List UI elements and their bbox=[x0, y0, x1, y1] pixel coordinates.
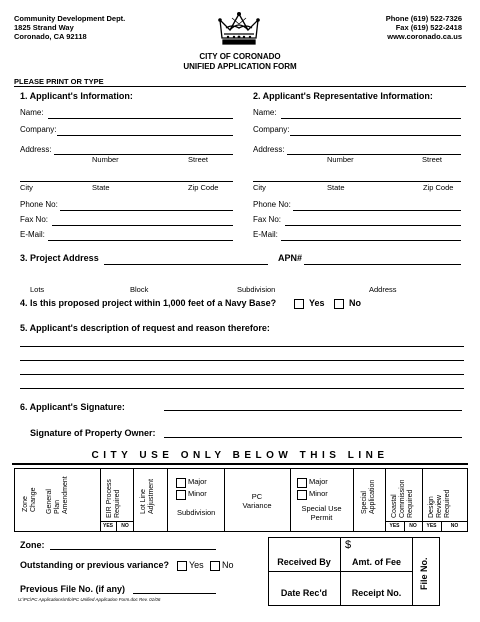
applicant-city-caption: City bbox=[20, 183, 33, 192]
rep-state-caption: State bbox=[327, 183, 345, 192]
applicant-signature-field[interactable] bbox=[164, 410, 462, 411]
navy-question: 4. Is this proposed project within 1,000 feet of a Navy Base? bbox=[20, 298, 277, 308]
navy-yes-checkbox[interactable] bbox=[294, 299, 304, 309]
rep-heading: 2. Applicant's Representative Information: bbox=[253, 91, 433, 101]
rep-city-caption: City bbox=[253, 183, 266, 192]
owner-signature-label: Signature of Property Owner: bbox=[30, 428, 156, 438]
zone-label: Zone: bbox=[20, 540, 45, 550]
dept-name: Community Development Dept. bbox=[14, 14, 126, 23]
special-use-minor-checkbox[interactable] bbox=[297, 490, 307, 500]
project-block-caption: Block bbox=[130, 285, 149, 294]
variance-no-checkbox[interactable] bbox=[210, 561, 220, 571]
rep-company-field[interactable] bbox=[290, 135, 461, 136]
date-recd-label: Date Rec'd bbox=[280, 588, 328, 598]
dept-address bbox=[14, 14, 125, 41]
dollar-sign: $ bbox=[345, 539, 352, 551]
city-use-divider bbox=[12, 463, 468, 465]
applicant-street-caption: Street bbox=[188, 155, 209, 164]
dept-fax: Fax (619) 522-2418 bbox=[395, 23, 462, 32]
special-use-minor-label: Minor bbox=[309, 489, 328, 498]
applicant-company-label: Company: bbox=[20, 125, 57, 134]
variance-no-label: No bbox=[222, 560, 234, 570]
prev-file-field[interactable] bbox=[133, 593, 216, 594]
form-title bbox=[0, 52, 480, 72]
dept-contact bbox=[386, 14, 462, 41]
navy-no-checkbox[interactable] bbox=[334, 299, 344, 309]
special-use-major-checkbox[interactable] bbox=[297, 478, 307, 488]
dept-phone: Phone (619) 522-7326 bbox=[385, 14, 462, 23]
design-yes-cell[interactable]: YES bbox=[426, 523, 437, 529]
applicant-heading: 1. Applicant's Information: bbox=[20, 91, 133, 101]
print-note: PLEASE PRINT OR TYPE bbox=[14, 77, 104, 86]
project-address-field[interactable] bbox=[104, 264, 268, 265]
rep-city-field[interactable] bbox=[253, 181, 461, 182]
dept-website[interactable]: www.coronado.ca.us bbox=[387, 32, 462, 41]
design-no-cell[interactable]: NO bbox=[450, 523, 459, 529]
project-lots-caption: Lots bbox=[30, 285, 45, 294]
subdivision-minor-checkbox[interactable] bbox=[176, 490, 186, 500]
navy-yes-label: Yes bbox=[309, 298, 325, 308]
apn-label: APN# bbox=[278, 253, 303, 263]
apn-field[interactable] bbox=[304, 264, 461, 265]
col-special-app: Special Application bbox=[361, 479, 376, 514]
rep-zip-caption: Zip Code bbox=[423, 183, 454, 192]
special-use-major-label: Major bbox=[309, 477, 328, 486]
signature-heading: 6. Applicant's Signature: bbox=[20, 402, 125, 412]
rep-name-field[interactable] bbox=[281, 118, 461, 119]
col-coastal: Coastal Commission Required bbox=[391, 479, 414, 518]
col-design: Design Review Required bbox=[428, 489, 451, 518]
description-line[interactable] bbox=[20, 346, 464, 347]
applicant-company-field[interactable] bbox=[57, 135, 233, 136]
subdivision-major-checkbox[interactable] bbox=[176, 478, 186, 488]
project-subdivision-caption: Subdivision bbox=[237, 285, 276, 294]
applicant-name-field[interactable] bbox=[48, 118, 233, 119]
variance-yes-checkbox[interactable] bbox=[177, 561, 187, 571]
project-heading: 3. Project Address bbox=[20, 253, 99, 263]
rep-email-label: E-Mail: bbox=[253, 230, 278, 239]
applicant-number-caption: Number bbox=[92, 155, 119, 164]
coastal-yes-cell[interactable]: YES bbox=[389, 523, 400, 529]
rep-company-label: Company: bbox=[253, 125, 290, 134]
rep-phone-field[interactable] bbox=[293, 210, 461, 211]
applicant-phone-field[interactable] bbox=[60, 210, 233, 211]
outstanding-label: Outstanding or previous variance? bbox=[20, 560, 170, 570]
applicant-address-label: Address: bbox=[20, 145, 52, 154]
rep-address-label: Address: bbox=[253, 145, 285, 154]
crown-logo bbox=[218, 10, 260, 46]
amt-fee-label: Amt. of Fee bbox=[351, 557, 401, 567]
applicant-fax-field[interactable] bbox=[52, 225, 233, 226]
city-use-banner: CITY USE ONLY BELOW THIS LINE bbox=[91, 450, 389, 461]
applicant-email-field[interactable] bbox=[48, 240, 233, 241]
rep-fax-label: Fax No: bbox=[253, 215, 282, 224]
col-subdivision: Subdivision bbox=[177, 508, 216, 517]
description-line[interactable] bbox=[20, 374, 464, 375]
coastal-no-cell[interactable]: NO bbox=[409, 523, 417, 529]
applicant-zip-caption: Zip Code bbox=[188, 183, 219, 192]
prev-file-label: Previous File No. (if any) bbox=[20, 584, 126, 594]
col-pc-variance: PC Variance bbox=[242, 492, 272, 510]
col-lot-line: Lot Line Adjustment bbox=[140, 478, 155, 514]
dept-street: 1825 Strand Way bbox=[14, 23, 74, 32]
receipt-no-label: Receipt No. bbox=[351, 588, 402, 598]
rep-name-label: Name: bbox=[253, 108, 277, 117]
subdivision-major-label: Major bbox=[188, 477, 207, 486]
rep-fax-field[interactable] bbox=[285, 225, 461, 226]
applicant-state-caption: State bbox=[92, 183, 110, 192]
description-line[interactable] bbox=[20, 360, 464, 361]
col-zone-change: Zone Change bbox=[22, 487, 37, 512]
rep-email-field[interactable] bbox=[281, 240, 461, 241]
col-gpa: General Plan Amendment bbox=[46, 476, 69, 514]
navy-no-label: No bbox=[349, 298, 361, 308]
eir-yes-cell[interactable]: YES bbox=[102, 523, 113, 529]
applicant-phone-label: Phone No: bbox=[20, 200, 58, 209]
owner-signature-field[interactable] bbox=[164, 437, 462, 438]
applicant-city-field[interactable] bbox=[20, 181, 233, 182]
project-address-caption: Address bbox=[369, 285, 397, 294]
received-by-label: Received By bbox=[277, 557, 331, 567]
zone-field[interactable] bbox=[50, 549, 216, 550]
variance-yes-label: Yes bbox=[189, 560, 204, 570]
title-city: CITY OF CORONADO bbox=[199, 52, 281, 61]
applicant-email-label: E-Mail: bbox=[20, 230, 45, 239]
col-eir: EIR Process Required bbox=[106, 479, 121, 518]
col-special-use: Special Use Permit bbox=[301, 504, 342, 522]
description-heading: 5. Applicant's description of request and reason therefore: bbox=[20, 323, 270, 333]
file-no-label: File No. bbox=[419, 557, 429, 590]
rep-number-caption: Number bbox=[327, 155, 354, 164]
dept-city: Coronado, CA 92118 bbox=[14, 32, 87, 41]
applicant-fax-label: Fax No: bbox=[20, 215, 49, 224]
eir-no-cell[interactable]: NO bbox=[121, 523, 129, 529]
title-form: UNIFIED APPLICATION FORM bbox=[183, 62, 297, 71]
footer-path: U:\PC\PC Applications\Info\PC Unified Application Form.doc Rev. 01/06 bbox=[18, 597, 161, 602]
rep-phone-label: Phone No: bbox=[253, 200, 291, 209]
subdivision-minor-label: Minor bbox=[188, 489, 207, 498]
description-line[interactable] bbox=[20, 388, 464, 389]
applicant-name-label: Name: bbox=[20, 108, 44, 117]
rep-street-caption: Street bbox=[422, 155, 443, 164]
